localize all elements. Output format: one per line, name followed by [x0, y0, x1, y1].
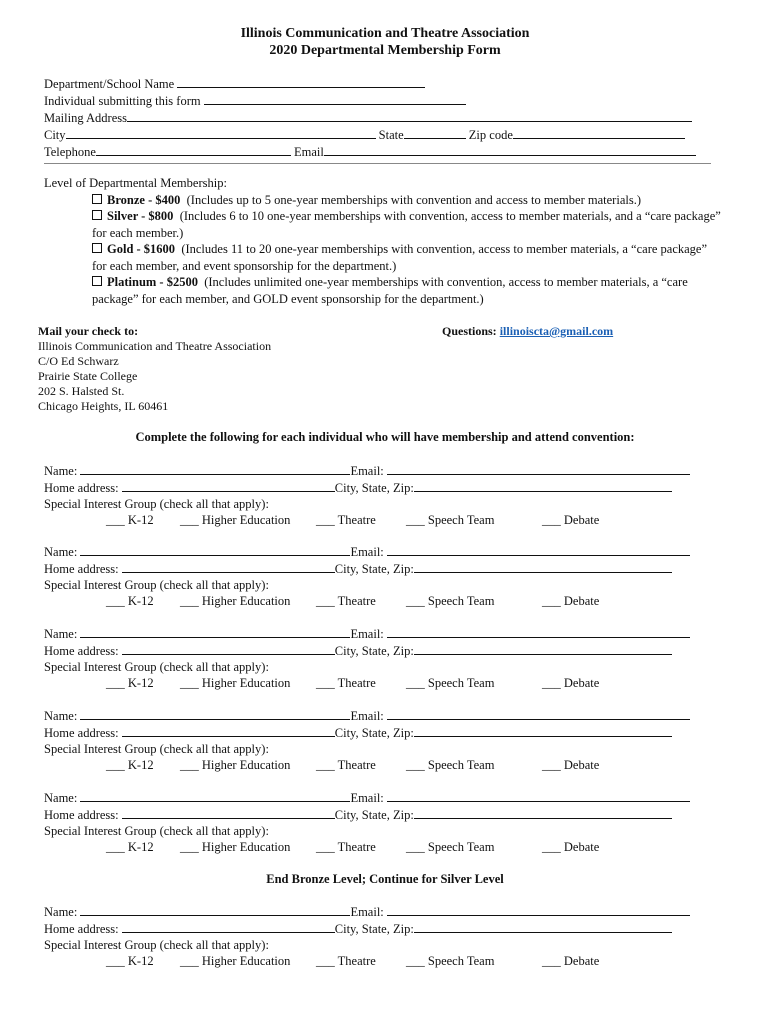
member-email-field[interactable]	[387, 904, 690, 916]
sig-blank[interactable]: ___	[180, 513, 199, 527]
city-label: City	[44, 128, 66, 142]
member-city-field[interactable]	[414, 643, 672, 655]
sig-label: Speech Team	[427, 954, 495, 968]
sig-blank[interactable]: ___	[542, 676, 561, 690]
member-address-row	[44, 480, 672, 496]
telephone-label: Telephone	[44, 145, 96, 159]
member-name-row	[44, 790, 690, 806]
sig-option[interactable]	[180, 758, 290, 773]
sig-label: Theatre	[337, 676, 376, 690]
sig-blank[interactable]: ___	[542, 513, 561, 527]
member-email-field[interactable]	[387, 463, 690, 475]
membership-heading: Level of Departmental Membership:	[44, 176, 227, 190]
sig-option[interactable]	[406, 758, 494, 773]
member-sig-label: Special Interest Group (check all that apply):	[44, 660, 269, 674]
member-name-field[interactable]	[80, 544, 350, 556]
state-label: State	[378, 128, 404, 142]
member-name-row	[44, 544, 690, 560]
sig-label: Speech Team	[427, 676, 495, 690]
instructions: Complete the following for each individual who will have membership and attend convention:	[135, 430, 635, 444]
member-home-label: Home address:	[44, 562, 119, 576]
mailing-row	[44, 110, 692, 126]
sig-label: Theatre	[337, 954, 376, 968]
sig-option[interactable]	[542, 513, 599, 528]
member-name-field[interactable]	[80, 626, 350, 638]
member-name-label: Name:	[44, 709, 78, 723]
sig-option[interactable]	[106, 676, 154, 691]
member-email-label: Email:	[350, 905, 384, 919]
sig-blank[interactable]: ___	[180, 954, 199, 968]
sig-blank[interactable]: ___	[180, 840, 199, 854]
sig-blank[interactable]: ___	[316, 840, 335, 854]
mail-line-3: Prairie State College	[38, 369, 138, 383]
member-name-row	[44, 463, 690, 479]
sig-label: K-12	[127, 513, 154, 527]
sig-blank[interactable]: ___	[406, 676, 425, 690]
member-name-label: Name:	[44, 905, 78, 919]
sig-label: Speech Team	[427, 594, 495, 608]
gold-desc: (Includes 11 to 20 one-year memberships with convention, access to member materials, a “care package” for each member, and event sponsorship for the department.)	[92, 242, 708, 273]
option-silver[interactable]	[92, 208, 722, 241]
state-field[interactable]	[404, 127, 466, 139]
sig-option[interactable]	[316, 840, 376, 855]
sig-blank[interactable]: ___	[406, 954, 425, 968]
member-home-field[interactable]	[122, 921, 335, 933]
telephone-field[interactable]	[96, 144, 291, 156]
member-name-label: Name:	[44, 791, 78, 805]
member-city-label: City, State, Zip:	[334, 562, 414, 576]
member-home-field[interactable]	[122, 561, 335, 573]
mail-line-2: C/O Ed Schwarz	[38, 354, 119, 368]
sig-blank[interactable]: ___	[106, 676, 125, 690]
member-name-label: Name:	[44, 627, 78, 641]
individual-row	[44, 93, 466, 109]
sig-option[interactable]	[106, 594, 154, 609]
member-email-label: Email:	[350, 545, 384, 559]
member-home-field[interactable]	[122, 480, 335, 492]
member-sig-label: Special Interest Group (check all that apply):	[44, 742, 269, 756]
member-name-field[interactable]	[80, 790, 350, 802]
sig-blank[interactable]: ___	[316, 954, 335, 968]
sig-label: Debate	[563, 840, 600, 854]
sig-blank[interactable]: ___	[316, 758, 335, 772]
gold-name: Gold - $1600	[107, 242, 176, 256]
sig-option[interactable]	[180, 840, 290, 855]
sig-blank[interactable]: ___	[106, 840, 125, 854]
sig-option[interactable]	[180, 954, 290, 969]
form-subtitle: 2020 Departmental Membership Form	[269, 43, 501, 58]
sig-blank[interactable]: ___	[316, 513, 335, 527]
option-bronze[interactable]	[92, 192, 722, 209]
member-name-field[interactable]	[80, 463, 350, 475]
member-city-label: City, State, Zip:	[334, 481, 414, 495]
member-address-row	[44, 643, 672, 659]
sig-option[interactable]	[406, 840, 494, 855]
sig-option[interactable]	[106, 954, 154, 969]
member-address-row	[44, 561, 672, 577]
sig-label: Higher Education	[201, 840, 291, 854]
sig-blank[interactable]: ___	[106, 954, 125, 968]
sig-label: K-12	[127, 840, 154, 854]
department-field[interactable]	[177, 76, 425, 88]
city-row	[44, 127, 685, 143]
form-title: Illinois Communication and Theatre Association	[240, 26, 530, 41]
telephone-row	[44, 144, 696, 160]
mail-heading: Mail your check to:	[38, 324, 139, 338]
mailing-field[interactable]	[127, 110, 692, 122]
member-email-field[interactable]	[387, 790, 690, 802]
sig-option[interactable]	[406, 594, 494, 609]
sig-label: Theatre	[337, 758, 376, 772]
sig-blank[interactable]: ___	[180, 594, 199, 608]
member-city-field[interactable]	[414, 480, 672, 492]
sig-blank[interactable]: ___	[542, 954, 561, 968]
mail-line-1: Illinois Communication and Theatre Association	[38, 339, 272, 353]
sig-option[interactable]	[316, 954, 376, 969]
sig-blank[interactable]: ___	[106, 758, 125, 772]
sig-blank[interactable]: ___	[542, 758, 561, 772]
member-email-label: Email:	[350, 627, 384, 641]
department-row	[44, 76, 425, 92]
member-home-label: Home address:	[44, 726, 119, 740]
sig-blank[interactable]: ___	[316, 676, 335, 690]
member-name-row	[44, 626, 690, 642]
sig-label: Higher Education	[201, 513, 291, 527]
sig-label: Speech Team	[427, 513, 495, 527]
member-home-label: Home address:	[44, 808, 119, 822]
sig-blank[interactable]: ___	[542, 594, 561, 608]
city-field[interactable]	[66, 127, 376, 139]
sig-label: Speech Team	[427, 840, 495, 854]
member-city-field[interactable]	[414, 561, 672, 573]
member-city-label: City, State, Zip:	[334, 726, 414, 740]
divider	[44, 163, 711, 164]
sig-label: Theatre	[337, 594, 376, 608]
sig-label: Higher Education	[201, 758, 291, 772]
sig-blank[interactable]: ___	[406, 594, 425, 608]
option-platinum[interactable]	[92, 274, 722, 307]
sig-option[interactable]	[316, 758, 376, 773]
sig-blank[interactable]: ___	[406, 758, 425, 772]
sig-option[interactable]	[180, 676, 290, 691]
sig-blank[interactable]: ___	[106, 594, 125, 608]
member-name-row	[44, 708, 690, 724]
member-email-label: Email:	[350, 464, 384, 478]
member-city-field[interactable]	[414, 725, 672, 737]
member-home-field[interactable]	[122, 643, 335, 655]
member-address-row	[44, 921, 672, 937]
mailing-label: Mailing Address	[44, 111, 127, 125]
member-sig-label: Special Interest Group (check all that apply):	[44, 824, 269, 838]
sig-option[interactable]	[316, 676, 376, 691]
mail-line-4: 202 S. Halsted St.	[38, 384, 125, 398]
member-name-label: Name:	[44, 545, 78, 559]
sig-label: K-12	[127, 758, 154, 772]
member-city-label: City, State, Zip:	[334, 808, 414, 822]
email-field[interactable]	[324, 144, 696, 156]
sig-option[interactable]	[106, 513, 154, 528]
sig-blank[interactable]: ___	[406, 513, 425, 527]
sig-option[interactable]	[180, 594, 290, 609]
member-name-label: Name:	[44, 464, 78, 478]
bronze-checkbox[interactable]	[92, 194, 102, 204]
questions	[442, 324, 613, 339]
sig-option[interactable]	[542, 594, 599, 609]
individual-label: Individual submitting this form	[44, 94, 201, 108]
option-gold[interactable]	[92, 241, 722, 274]
sig-blank[interactable]: ___	[106, 513, 125, 527]
sig-label: Theatre	[337, 513, 376, 527]
sig-blank[interactable]: ___	[542, 840, 561, 854]
sig-option[interactable]	[542, 954, 599, 969]
gold-checkbox[interactable]	[92, 243, 102, 253]
platinum-name: Platinum - $2500	[107, 275, 198, 289]
member-city-label: City, State, Zip:	[334, 922, 414, 936]
sig-option[interactable]	[542, 676, 599, 691]
member-address-row	[44, 725, 672, 741]
sig-label: K-12	[127, 954, 154, 968]
member-city-field[interactable]	[414, 807, 672, 819]
end-bronze-note: End Bronze Level; Continue for Silver Level	[266, 872, 504, 886]
zip-field[interactable]	[513, 127, 685, 139]
silver-checkbox[interactable]	[92, 210, 102, 220]
member-sig-label: Special Interest Group (check all that apply):	[44, 938, 269, 952]
member-city-field[interactable]	[414, 921, 672, 933]
questions-email-link[interactable]: illinoiscta@gmail.com	[499, 324, 614, 338]
department-label: Department/School Name	[44, 77, 175, 91]
sig-option[interactable]	[406, 513, 494, 528]
sig-label: K-12	[127, 676, 154, 690]
member-name-row	[44, 904, 690, 920]
sig-option[interactable]	[406, 676, 494, 691]
sig-option[interactable]	[106, 758, 154, 773]
member-home-label: Home address:	[44, 481, 119, 495]
email-label: Email	[294, 145, 324, 159]
sig-label: Debate	[563, 513, 600, 527]
sig-option[interactable]	[406, 954, 494, 969]
zip-label: Zip code	[468, 128, 513, 142]
sig-option[interactable]	[180, 513, 290, 528]
questions-label: Questions:	[442, 324, 497, 338]
member-name-field[interactable]	[80, 904, 350, 916]
platinum-desc: (Includes unlimited one-year memberships with convention, access to member materials, a “care package” for each member, and GOLD event sponsorship for the department.)	[92, 275, 688, 306]
mail-line-5: Chicago Heights, IL 60461	[38, 399, 169, 413]
bronze-desc: (Includes up to 5 one-year memberships with convention and access to member materials.)	[186, 193, 641, 207]
sig-label: Debate	[563, 954, 600, 968]
silver-desc: (Includes 6 to 10 one-year memberships with convention, access to member materials, and a “care package” for each member.)	[92, 209, 721, 240]
member-email-field[interactable]	[387, 626, 690, 638]
member-address-row	[44, 807, 672, 823]
member-email-label: Email:	[350, 709, 384, 723]
member-home-field[interactable]	[122, 807, 335, 819]
sig-label: Theatre	[337, 840, 376, 854]
sig-label: Debate	[563, 594, 600, 608]
member-sig-label: Special Interest Group (check all that apply):	[44, 578, 269, 592]
sig-blank[interactable]: ___	[406, 840, 425, 854]
sig-blank[interactable]: ___	[180, 676, 199, 690]
individual-field[interactable]	[204, 93, 466, 105]
sig-label: Speech Team	[427, 758, 495, 772]
member-email-field[interactable]	[387, 544, 690, 556]
member-home-label: Home address:	[44, 922, 119, 936]
member-email-label: Email:	[350, 791, 384, 805]
silver-name: Silver - $800	[107, 209, 174, 223]
sig-label: Debate	[563, 758, 600, 772]
sig-label: Higher Education	[201, 676, 291, 690]
sig-blank[interactable]: ___	[180, 758, 199, 772]
platinum-checkbox[interactable]	[92, 276, 102, 286]
member-city-label: City, State, Zip:	[334, 644, 414, 658]
bronze-name: Bronze - $400	[107, 193, 181, 207]
sig-label: Higher Education	[201, 954, 291, 968]
sig-option[interactable]	[106, 840, 154, 855]
sig-option[interactable]	[542, 758, 599, 773]
member-sig-label: Special Interest Group (check all that apply):	[44, 497, 269, 511]
sig-label: K-12	[127, 594, 154, 608]
sig-blank[interactable]: ___	[316, 594, 335, 608]
sig-option[interactable]	[316, 513, 376, 528]
member-home-field[interactable]	[122, 725, 335, 737]
sig-label: Higher Education	[201, 594, 291, 608]
sig-option[interactable]	[316, 594, 376, 609]
sig-option[interactable]	[542, 840, 599, 855]
sig-label: Debate	[563, 676, 600, 690]
member-name-field[interactable]	[80, 708, 350, 720]
member-home-label: Home address:	[44, 644, 119, 658]
member-email-field[interactable]	[387, 708, 690, 720]
